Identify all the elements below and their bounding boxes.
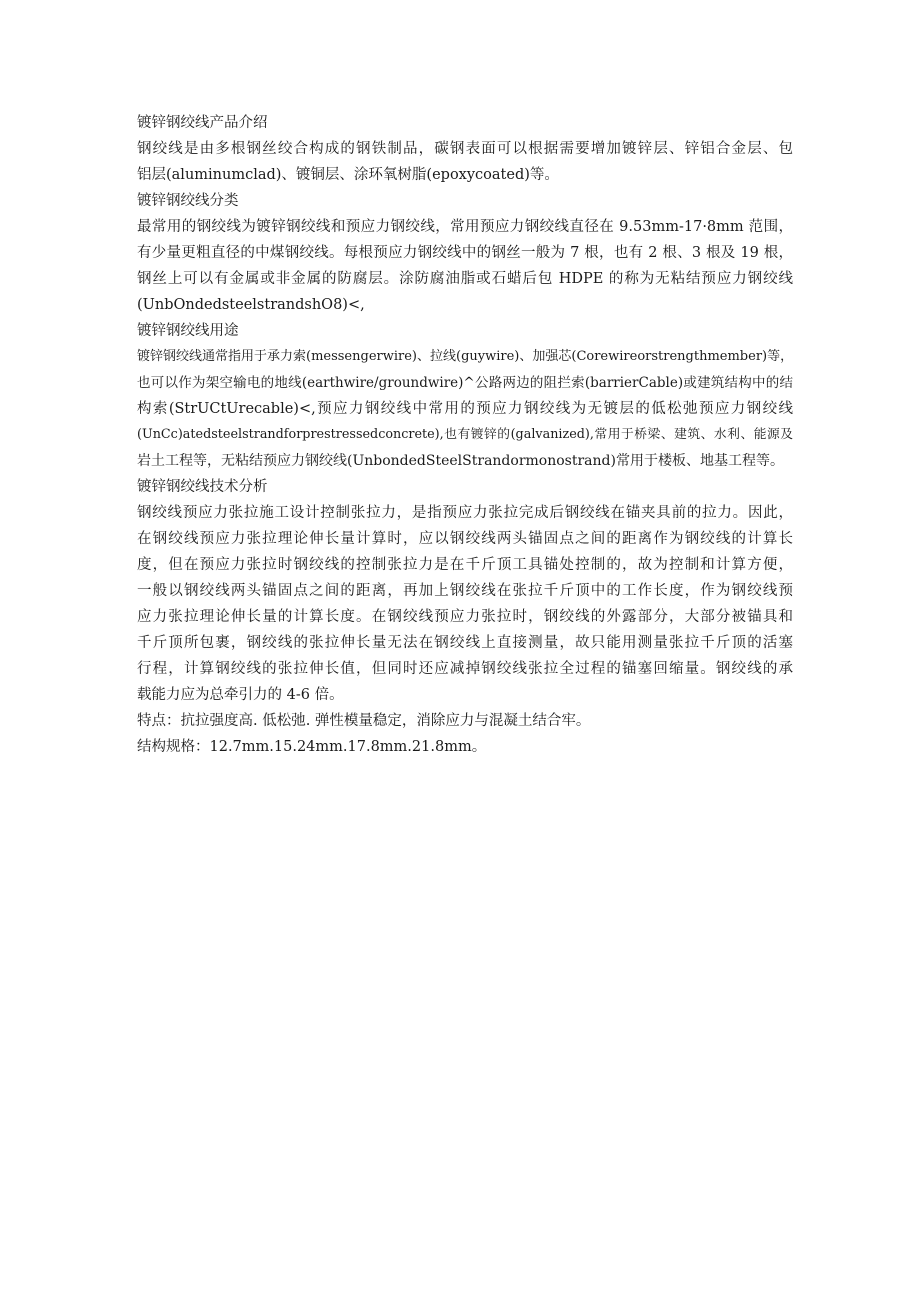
document-body [137, 110, 793, 760]
section-title-intro: 镀锌钢绞线产品介绍 [137, 115, 268, 131]
classification-line: 最常用的钢绞线为镀锌钢绞线和预应力钢绞线，常用预应力钢绞线直径在 9.53mm-17·8mm 范围， [137, 219, 793, 235]
intro-line: 钢绞线是由多根钢丝绞合构成的钢铁制品，碳钢表面可以根据需要增加镀锌层、锌铝合金层、包 [137, 141, 793, 157]
analysis-line: 一般以钢绞线两头锚固点之间的距离，再加上钢绞线在张拉千斤顶中的工作长度，作为钢绞线预 [137, 583, 793, 599]
classification-line: (UnbOndedsteelstrandshO8)<, [137, 297, 365, 313]
usage-line: 构索(StrUCtUrecable)<,预应力钢绞线中常用的预应力钢绞线为无镀层的低松弛预应力钢绞线 [137, 401, 793, 417]
analysis-line: 载能力应为总牵引力的 4-6 倍。 [137, 687, 344, 703]
analysis-line: 度，但在预应力张拉时钢绞线的控制张拉力是在千斤顶工具锚处控制的，故为控制和计算方便， [137, 557, 793, 573]
classification-line: 有少量更粗直径的中煤钢绞线。每根预应力钢绞线中的钢丝一般为 7 根，也有 2 根、3 根及 19 根， [137, 245, 793, 261]
analysis-line: 钢绞线预应力张拉施工设计控制张拉力，是指预应力张拉完成后钢绞线在锚夹具前的拉力。因此， [137, 505, 793, 521]
section-title-classification: 镀锌钢绞线分类 [137, 193, 239, 209]
usage-line: (UnCc)atedsteelstrandforprestressedconcrete),也有镀锌的(galvanized),常用于桥梁、建筑、水利、能源及 [137, 427, 793, 442]
spec-line: 结构规格：12.7mm.15.24mm.17.8mm.21.8mm。 [137, 739, 487, 755]
analysis-line: 在钢绞线预应力张拉理论伸长量计算时，应以钢绞线两头锚固点之间的距离作为钢绞线的计算长 [137, 531, 793, 547]
intro-line: 铝层(aluminumclad)、镀铜层、涂环氧树脂(epoxycoated)等。 [137, 167, 559, 183]
section-title-analysis: 镀锌钢绞线技术分析 [137, 479, 268, 495]
usage-line: 也可以作为架空输电的地线(earthwire/groundwire)^公路两边的阻拦索(barrierCable)或建筑结构中的结 [137, 375, 793, 391]
section-title-usage: 镀锌钢绞线用途 [137, 323, 239, 339]
classification-line: 钢丝上可以有金属或非金属的防腐层。涂防腐油脂或石蜡后包 HDPE 的称为无粘结预应力钢绞线 [137, 271, 793, 287]
features-line: 特点：抗拉强度高. 低松弛. 弹性模量稳定，消除应力与混凝土结合牢。 [137, 713, 591, 729]
analysis-line: 应力张拉理论伸长量的计算长度。在钢绞线预应力张拉时，钢绞线的外露部分，大部分被锚具和 [137, 609, 793, 625]
usage-line: 岩土工程等，无粘结预应力钢绞线(UnbondedSteelStrandormonostrand)常用于楼板、地基工程等。 [137, 453, 784, 469]
usage-line: 镀锌钢绞线通常指用于承力索(messengerwire)、拉线(guywire)、加强芯(Corewireorstrengthmember)等， [137, 349, 793, 364]
analysis-line: 千斤顶所包裹，钢绞线的张拉伸长量无法在钢绞线上直接测量，故只能用测量张拉千斤顶的活塞 [137, 635, 793, 651]
analysis-line: 行程，计算钢绞线的张拉伸长值，但同时还应减掉钢绞线张拉全过程的锚塞回缩量。钢绞线的承 [137, 661, 793, 677]
